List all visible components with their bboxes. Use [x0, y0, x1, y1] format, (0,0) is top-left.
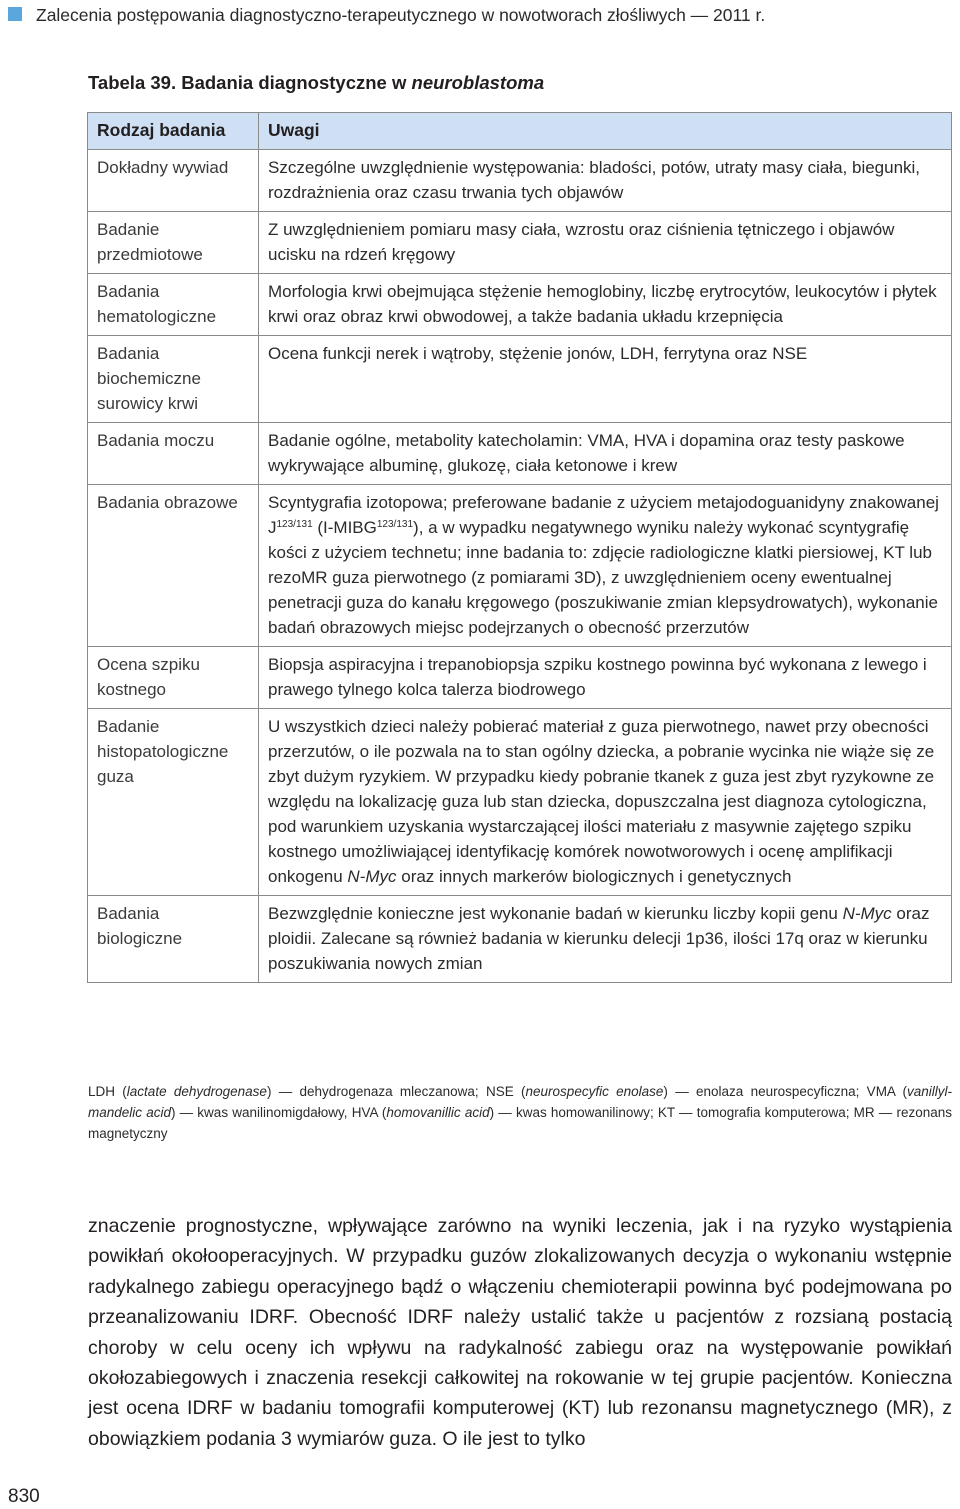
running-header — [8, 4, 950, 26]
table-row — [88, 274, 952, 336]
row-note-cell — [259, 709, 952, 896]
row-type-cell: Badania hematologiczne — [88, 274, 259, 336]
table-row — [88, 336, 952, 423]
isotope-superscript: 123/131 — [376, 519, 414, 530]
row-type-cell: Ocena szpiku kostnego — [88, 647, 259, 709]
table-row — [88, 485, 952, 647]
table-row — [88, 212, 952, 274]
footnote-term: vanillyl-mandelic acid — [88, 1084, 952, 1120]
row-type-cell: Badania biochemiczne surowicy krwi — [88, 336, 259, 423]
column-header-notes: Uwagi — [259, 113, 952, 150]
diagnostics-table — [87, 112, 952, 983]
note-text: U wszystkich dzieci należy pobierać materiał z guza pierwotnego, nawet przy obecności przerzutów, o ile pozwala na to stan ogólny dziecka, a pobranie wycinka nie wiąże się ze zbyt dużym ryzykiem. W przypadku kiedy pobranie tkanek z guza jest zbyt ryzykowne ze względu na lokalizację guza lub stan dziecka, dopuszczalna jest diagnoza cytologiczna, pod warunkiem uzyskania wystarczającej ilości materiału z masywnie zajętego szpiku kostnego umożliwiającej identyfikację komórek nowotworowych i ocenę amplifikacji onkogenu — [268, 717, 935, 886]
row-note-cell: Z uwzględnieniem pomiaru masy ciała, wzrostu oraz ciśnienia tętniczego i objawów ucisku na rdzeń kręgowy — [259, 212, 952, 274]
note-text: (I-MIBG — [312, 518, 377, 537]
table-title — [88, 70, 544, 96]
column-header-type: Rodzaj badania — [88, 113, 259, 150]
row-type-cell: Dokładny wywiad — [88, 150, 259, 212]
row-type-cell: Badania moczu — [88, 423, 259, 485]
row-type-cell: Badanie przedmiotowe — [88, 212, 259, 274]
row-note-cell: Szczególne uwzględnienie występowania: bladości, potów, utraty masy ciała, biegunki, rozdrażnienia oraz czasu trwania tych objawów — [259, 150, 952, 212]
row-note-cell: Biopsja aspiracyjna i trepanobiopsja szpiku kostnego powinna być wykonana z lewego i prawego tylnego kolca talerza biodrowego — [259, 647, 952, 709]
table-row — [88, 709, 952, 896]
table-footnote — [88, 1081, 952, 1144]
table-header-row — [88, 113, 952, 150]
row-note-cell: Ocena funkcji nerek i wątroby, stężenie jonów, LDH, ferrytyna oraz NSE — [259, 336, 952, 423]
footnote-text: ) — kwas homowanilinowy; KT — tomografia komputerowa; MR — rezonans magnetyczny — [88, 1105, 952, 1141]
note-text: ), a w wypadku negatywnego wyniku należy wykonać scyntygrafię kości z użyciem technetu; inne badania to: zdjęcie radiologiczne klatki piersiowej, KT lub rezoMR guza pierwotnego (z pomiarami 3D), z uwzględnieniem oceny ewentualnej penetracji guza do kanału kręgowego (poszukiwanie zmian klepsydrowatych), wykonanie badań obrazowych miejsc podejrzanych o obecność przerzutów — [268, 518, 938, 637]
table-row — [88, 150, 952, 212]
footnote-text: ) — dehydrogenaza mleczanowa; NSE ( — [266, 1084, 526, 1099]
row-note-cell: Badanie ogólne, metabolity katecholamin: VMA, HVA i dopamina oraz testy paskowe wykrywające albuminę, glukozę, ciała ketonowe i krew — [259, 423, 952, 485]
table-title-italic: neuroblastoma — [411, 72, 545, 93]
note-text: Scyntygrafia izotopowa; preferowane badanie z użyciem metajodoguanidyny znakowanej J — [268, 493, 939, 537]
table-row — [88, 896, 952, 983]
footnote-text: ) — kwas wanilinomigdałowy, HVA ( — [170, 1105, 387, 1120]
row-note-cell — [259, 896, 952, 983]
row-type-cell: Badania obrazowe — [88, 485, 259, 647]
note-text: oraz innych markerów biologicznych i genetycznych — [396, 867, 792, 886]
table-title-text: Tabela 39. Badania diagnostyczne w — [88, 72, 412, 93]
header-accent-square — [8, 7, 22, 21]
row-note-cell — [259, 485, 952, 647]
page-number: 830 — [8, 1486, 40, 1507]
row-type-cell: Badania biologiczne — [88, 896, 259, 983]
gene-name: N-Myc — [842, 904, 892, 923]
row-type-cell: Badanie histopatologiczne guza — [88, 709, 259, 896]
footnote-text: ) — enolaza neurospecyficzna; VMA ( — [663, 1084, 907, 1099]
footnote-term: homovanillic acid — [386, 1105, 490, 1120]
footnote-term: lactate dehydrogenase — [126, 1084, 267, 1099]
isotope-superscript: 123/131 — [276, 519, 313, 530]
footnote-term: neurospecyfic enolase — [525, 1084, 664, 1099]
footnote-text: LDH ( — [88, 1084, 127, 1099]
note-text: oraz ploidii. Zalecane są również badania w kierunku delecji 1p36, ilości 17q oraz w kierunku poszukiwania nowych zmian — [268, 904, 930, 973]
gene-name: N-Myc — [347, 867, 397, 886]
table-row — [88, 423, 952, 485]
row-note-cell: Morfologia krwi obejmująca stężenie hemoglobiny, liczbę erytrocytów, leukocytów i płytek krwi oraz obraz krwi obwodowej, a także badania układu krzepnięcia — [259, 274, 952, 336]
note-text: Bezwzględnie konieczne jest wykonanie badań w kierunku liczby kopii genu — [268, 904, 843, 923]
running-header-title: Zalecenia postępowania diagnostyczno-terapeutycznego w nowotworach złośliwych — 2011 r. — [36, 5, 766, 25]
body-paragraph: znaczenie prognostyczne, wpływające zarówno na wyniki leczenia, jak i na ryzyko wystąpienia powikłań okołooperacyjnych. W przypadku guzów zlokalizowanych decyzja o wykonaniu wstępnie radykalnego zabiegu operacyjnego bądź o włączeniu chemioterapii powinna być podejmowana po przeanalizowaniu IDRF. Obecność IDRF należy ustalić także u pacjentów z rozsianą postacią choroby w celu oceny ich wpływu na radykalność zabiegu oraz na występowanie powikłań okołozabiegowych i znaczenia resekcji całkowitej na rokowanie w tej grupie pacjentów. Konieczna jest ocena IDRF w badaniu tomografii komputerowej (KT) lub rezonansu magnetycznego (MR), z obowiązkiem podania 3 wymiarów guza. O ile jest to tylko — [88, 1215, 952, 1450]
table-row — [88, 647, 952, 709]
